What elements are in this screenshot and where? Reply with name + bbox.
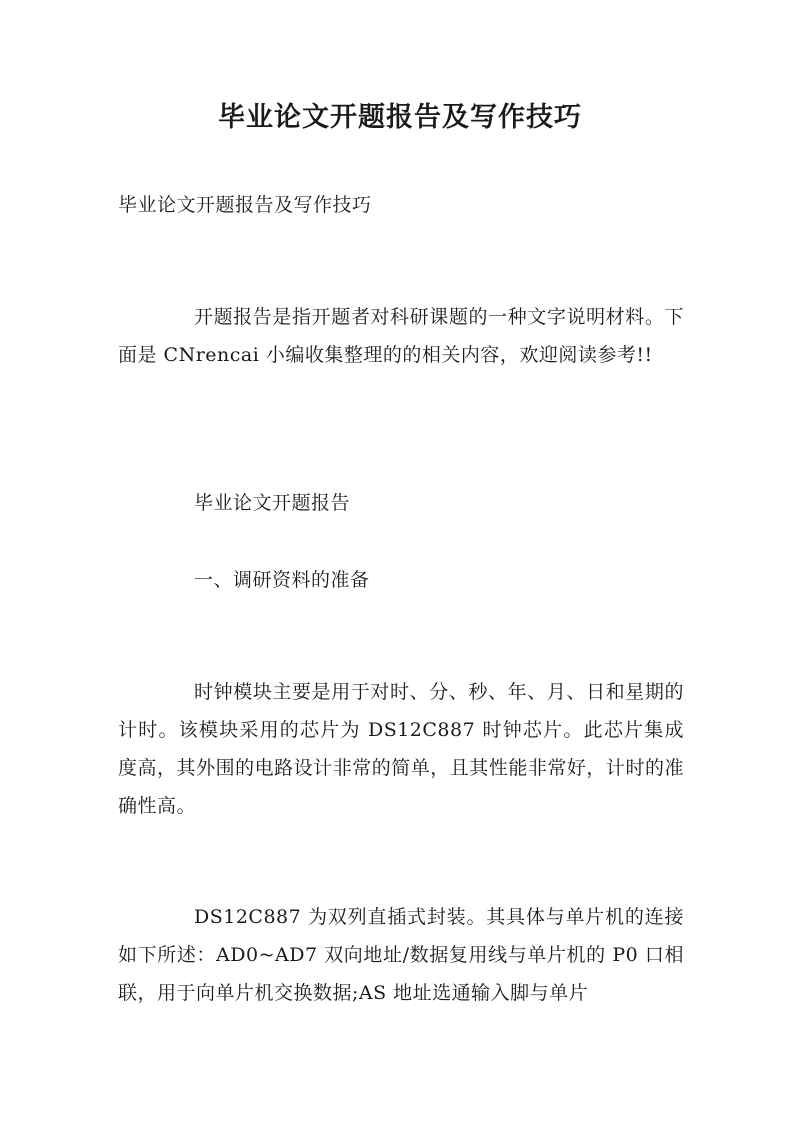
report-heading: 毕业论文开题报告 [194,492,351,514]
document-title: 毕业论文开题报告及写作技巧 [218,102,582,133]
intro-paragraph: 开题报告是指开题者对科研课题的一种文字说明材料。下面是 CNrencai 小编收集整理的的相关内容，欢迎阅读参考!! [118,306,684,366]
document-subtitle: 毕业论文开题报告及写作技巧 [118,194,372,216]
ds12c887-paragraph: DS12C887 为双列直插式封装。其具体与单片机的连接如下所述：AD0~AD7 双向地址/数据复用线与单片机的 P0 口相联，用于向单片机交换数据;AS 地址选通输入脚与单片 [118,906,684,1004]
clock-module-paragraph: 时钟模块主要是用于对时、分、秒、年、月、日和星期的计时。该模块采用的芯片为 DS12C887 时钟芯片。此芯片集成度高，其外围的电路设计非常的简单，且其性能非常好，计时的准确性高。 [118,681,684,817]
section-1-heading: 一、调研资料的准备 [194,569,370,591]
